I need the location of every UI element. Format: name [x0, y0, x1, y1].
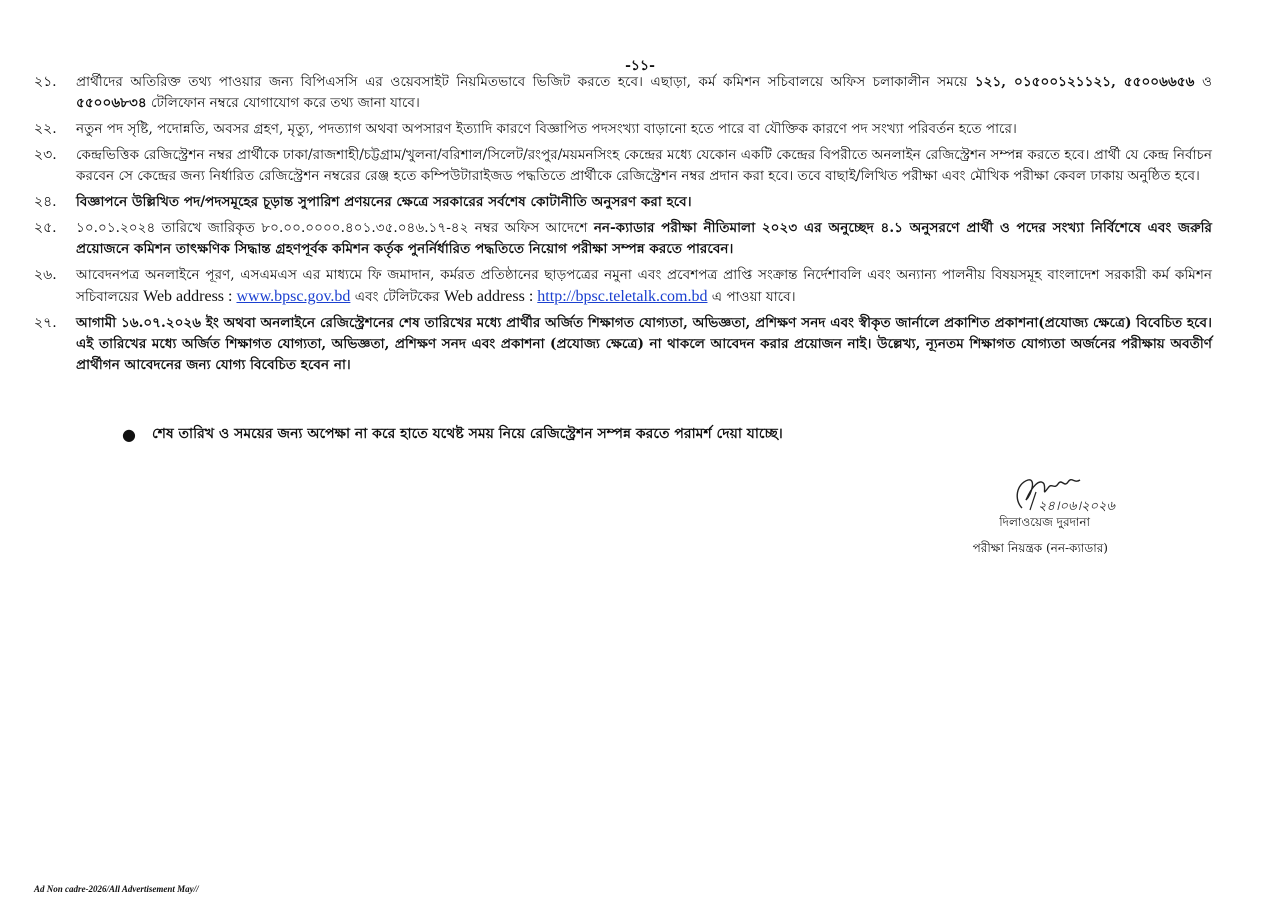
list-item — [34, 265, 1212, 308]
text-segment: এ পাওয়া যাবে। — [707, 289, 796, 305]
list-item — [34, 119, 1212, 140]
item-text — [76, 145, 1212, 187]
text-segment: Web address : — [443, 288, 538, 305]
bullet-icon: ● — [122, 424, 136, 444]
advice-text: শেষ তারিখ ও সময়ের জন্য অপেক্ষা না করে হাতে যথেষ্ট সময় নিয়ে রেজিস্ট্রেশন সম্পন্ন করতে পরামর্শ দেয়া যাচ্ছে। — [152, 426, 783, 442]
signatory-name: দিলাওয়েজ দুরদানা — [999, 515, 1090, 529]
item-text — [76, 72, 1212, 114]
item-text — [76, 313, 1212, 376]
item-text — [76, 218, 1212, 260]
item-number: ২২. — [34, 121, 57, 137]
text-segment: টেলিফোন নম্বরে যোগাযোগ করে তথ্য জানা যাবে। — [146, 95, 420, 111]
page-number: -১১- — [625, 58, 655, 74]
signature-block — [960, 470, 1130, 560]
web-link[interactable]: http://bpsc.teletalk.com.bd — [537, 288, 708, 305]
item-text — [76, 265, 1212, 308]
bold-text: ১২১, ০১৫০০১২১১২১, ৫৫০০৬৬৫৬ — [974, 74, 1195, 90]
text-segment: Web address : — [143, 288, 237, 305]
list-item — [34, 145, 1212, 187]
bold-text: ৫৫০০৬৮৩৪ — [76, 95, 147, 111]
text-segment: এবং টেলিটকের — [350, 289, 444, 305]
svg-text:২৪।০৬।২০২৬: ২৪।০৬।২০২৬ — [1038, 499, 1115, 514]
item-number: ২৪. — [34, 194, 57, 210]
item-text — [76, 119, 1212, 140]
web-link[interactable]: www.bpsc.gov.bd — [236, 288, 351, 305]
bold-text: আগামী ১৬.০৭.২০২৬ ইং অথবা অনলাইনে রেজিস্ট্রেশনের শেষ তারিখের মধ্যে প্রার্থীর অর্জিত শিক্ষাগত যোগ্যতা, অভিজ্ঞতা, প্রশিক্ষণ সনদ এবং স্বীকৃত জার্নালে প্রকাশিত প্রকাশনা(প্রযোজ্য ক্ষেত্রে) বিবেচিত হবে। এই তারিখের মধ্যে অর্জিত শিক্ষাগত যোগ্যতা, অভিজ্ঞতা, প্রশিক্ষণ সনদ এবং প্রকাশনা (প্রযোজ্য ক্ষেত্রে) না থাকলে আবেদন করার প্রয়োজন নাই। উল্লেখ্য, ন্যূনতম শিক্ষাগত যোগ্যতা অর্জনের পরীক্ষায় অবতীর্ণ প্রার্থীগন আবেদনের জন্য যোগ্য বিবেচিত হবেন না। — [76, 315, 1212, 373]
text-segment: ও — [1194, 74, 1213, 90]
instructions-list — [34, 72, 1212, 381]
text-segment: আবেদনপত্র অনলাইনে পূরণ, এসএমএস এর মাধ্যমে ফি জমাদান, কর্মরত প্রতিষ্ঠানের ছাড়পত্রের নমুনা এবং প্রবেশপত্র প্রাপ্তি সংক্রান্ত নির্দেশাবলি এবং অন্যান্য পালনীয় বিষয়সমূহ বাংলাদেশ সরকারী কর্ম কমিশন সচিবালয়ের — [76, 267, 1212, 305]
text-segment: নতুন পদ সৃষ্টি, পদোন্নতি, অবসর গ্রহণ, মৃত্যু, পদত্যাগ অথবা অপসারণ ইত্যাদি কারণে বিজ্ঞাপিত পদসংখ্যা বাড়ানো হতে পারে বা যৌক্তিক কারণে পদ সংখ্যা পরিবর্তন হতে পারে। — [76, 121, 1017, 137]
bold-text: বিজ্ঞাপনে উল্লিখিত পদ/পদসমূহের চূড়ান্ত সুপারিশ প্রণয়নের ক্ষেত্রে সরকারের সর্বশেষ কোটানীতি অনুসরণ করা হবে। — [76, 194, 692, 210]
text-segment: ১০.০১.২০২৪ তারিখে জারিকৃত ৮০.০০.০০০০.৪০১.৩৫.০৪৬.১৭-৪২ নম্বর অফিস আদেশে — [76, 220, 594, 236]
item-number: ২৬. — [34, 267, 57, 283]
text-segment: কেন্দ্রভিত্তিক রেজিস্ট্রেশন নম্বর প্রার্থীকে ঢাকা/রাজশাহী/চট্টগ্রাম/খুলনা/বরিশাল/সিলেট/রংপুর/ময়মনসিংহ কেন্দ্রের মধ্যে যেকোন একটি কেন্দ্রের বিপরীতে অনলাইন রেজিস্ট্রেশন সম্পন্ন করতে হবে। প্রার্থী যে কেন্দ্র নির্বাচন করবেন সে কেন্দ্রের জন্য নির্ধারিত রেজিস্ট্রেশন নম্বরের রেঞ্জ হতে কম্পিউটারাইজড পদ্ধতিতে প্রার্থীকে রেজিস্ট্রেশন নম্বর প্রদান করা হবে। তবে বাছাই/লিখিত পরীক্ষা এবং মৌখিক পরীক্ষা কেবল ঢাকায় অনুষ্ঠিত হবে। — [76, 147, 1212, 184]
text-segment: প্রার্থীদের অতিরিক্ত তথ্য পাওয়ার জন্য বিপিএসসি এর ওয়েবসাইট নিয়মিতভাবে ভিজিট করতে হবে। এছাড়া, কর্ম কমিশন সচিবালয়ে অফিস চলাকালীন সময়ে — [76, 74, 975, 90]
advice-bullet — [122, 422, 1022, 446]
signatory-designation: পরীক্ষা নিয়ন্ত্রক (নন-ক্যাডার) — [972, 541, 1108, 555]
list-item — [34, 192, 1212, 213]
bold-text: নন-ক্যাডার পরীক্ষা নীতিমালা ২০২৩ এর অনুচ্ছেদ ৪.১ অনুসরণে প্রার্থী ও পদের সংখ্যা নির্বিশেষে এবং জরুরি প্রয়োজনে কমিশন তাৎক্ষণিক সিদ্ধান্ত গ্রহণপূর্বক কমিশন কর্তৃক পুনর্নির্ধারিত পদ্ধতিতে নিয়োগ পরীক্ষা সম্পন্ন করতে পারবেন। — [76, 220, 1213, 257]
item-number: ২৩. — [34, 147, 57, 163]
item-number: ২৭. — [34, 315, 57, 331]
item-number: ২১. — [34, 74, 57, 90]
handwritten-signature-icon — [970, 470, 1120, 516]
list-item — [34, 72, 1212, 114]
list-item — [34, 313, 1212, 376]
list-item — [34, 218, 1212, 260]
footer-reference: Ad Non cadre-2026/All Advertisement May// — [34, 884, 199, 894]
item-number: ২৫. — [34, 220, 57, 236]
item-text — [76, 192, 1212, 213]
